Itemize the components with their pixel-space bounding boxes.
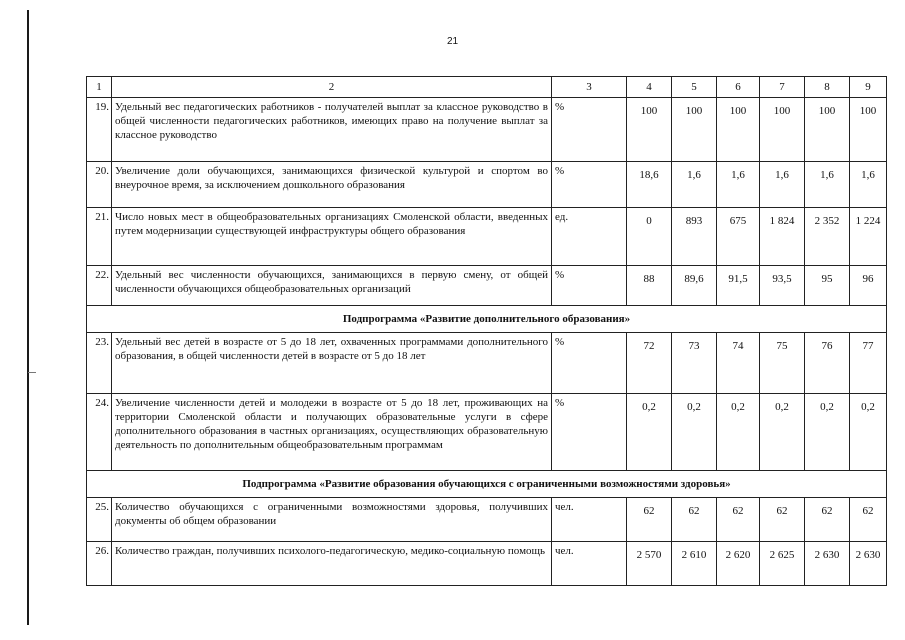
indicator-value: 0 bbox=[627, 208, 672, 266]
indicator-value: 100 bbox=[627, 98, 672, 162]
indicators-table bbox=[86, 76, 887, 586]
row-number: 25. bbox=[87, 498, 112, 542]
indicator-value: 100 bbox=[717, 98, 760, 162]
indicator-value: 0,2 bbox=[760, 394, 805, 471]
unit-of-measure: чел. bbox=[552, 542, 627, 586]
table-row bbox=[87, 208, 887, 266]
indicator-value: 74 bbox=[717, 333, 760, 394]
table-row bbox=[87, 266, 887, 306]
indicator-value: 0,2 bbox=[850, 394, 887, 471]
page-number: 21 bbox=[446, 36, 459, 47]
indicator-value: 75 bbox=[760, 333, 805, 394]
indicator-value: 91,5 bbox=[717, 266, 760, 306]
indicator-value: 93,5 bbox=[760, 266, 805, 306]
row-number: 19. bbox=[87, 98, 112, 162]
row-number: 22. bbox=[87, 266, 112, 306]
indicator-value: 1,6 bbox=[717, 162, 760, 208]
row-number: 21. bbox=[87, 208, 112, 266]
table-row bbox=[87, 98, 887, 162]
indicator-value: 88 bbox=[627, 266, 672, 306]
unit-of-measure: % bbox=[552, 162, 627, 208]
indicator-value: 1,6 bbox=[850, 162, 887, 208]
indicator-value: 62 bbox=[760, 498, 805, 542]
indicator-value: 2 630 bbox=[850, 542, 887, 586]
indicator-value: 1,6 bbox=[760, 162, 805, 208]
table-row bbox=[87, 542, 887, 586]
indicator-value: 2 625 bbox=[760, 542, 805, 586]
indicator-value: 77 bbox=[850, 333, 887, 394]
indicator-value: 1 224 bbox=[850, 208, 887, 266]
indicator-value: 62 bbox=[850, 498, 887, 542]
column-number-row bbox=[87, 77, 887, 98]
indicator-value: 2 570 bbox=[627, 542, 672, 586]
indicator-description: Удельный вес численности обучающихся, занимающихся в первую смену, от общей численности обучающихся общеобразовательных организаций bbox=[112, 266, 552, 306]
column-number: 6 bbox=[717, 77, 760, 98]
indicator-value: 100 bbox=[672, 98, 717, 162]
indicator-value: 2 620 bbox=[717, 542, 760, 586]
indicator-value: 2 352 bbox=[805, 208, 850, 266]
section-title: Подпрограмма «Развитие образования обучающихся с ограниченными возможностями здоровья» bbox=[87, 471, 887, 498]
unit-of-measure: % bbox=[552, 333, 627, 394]
indicator-value: 18,6 bbox=[627, 162, 672, 208]
indicator-value: 675 bbox=[717, 208, 760, 266]
unit-of-measure: % bbox=[552, 98, 627, 162]
indicator-description: Удельный вес детей в возрасте от 5 до 18 лет, охваченных программами дополнительного образования, в общей численности детей в возрасте от 5 до 18 лет bbox=[112, 333, 552, 394]
section-row bbox=[87, 306, 887, 333]
indicator-description: Увеличение доли обучающихся, занимающихся физической культурой и спортом во внеурочное время, за исключением дошкольного образования bbox=[112, 162, 552, 208]
indicator-value: 0,2 bbox=[805, 394, 850, 471]
scan-mark bbox=[28, 372, 36, 373]
indicator-value: 1 824 bbox=[760, 208, 805, 266]
column-number: 7 bbox=[760, 77, 805, 98]
column-number: 3 bbox=[552, 77, 627, 98]
column-number: 9 bbox=[850, 77, 887, 98]
table-row bbox=[87, 333, 887, 394]
unit-of-measure: ед. bbox=[552, 208, 627, 266]
indicator-value: 2 630 bbox=[805, 542, 850, 586]
indicator-value: 62 bbox=[627, 498, 672, 542]
indicator-value: 0,2 bbox=[627, 394, 672, 471]
column-number: 8 bbox=[805, 77, 850, 98]
indicator-value: 100 bbox=[850, 98, 887, 162]
indicator-description: Удельный вес педагогических работников - получателей выплат за классное руководство в общей численности педагогических работников, имеющих право на получение выплат за классное руководство bbox=[112, 98, 552, 162]
row-number: 20. bbox=[87, 162, 112, 208]
unit-of-measure: чел. bbox=[552, 498, 627, 542]
row-number: 23. bbox=[87, 333, 112, 394]
indicator-value: 1,6 bbox=[805, 162, 850, 208]
indicator-value: 62 bbox=[805, 498, 850, 542]
indicator-value: 95 bbox=[805, 266, 850, 306]
column-number: 1 bbox=[87, 77, 112, 98]
indicator-value: 893 bbox=[672, 208, 717, 266]
indicator-value: 1,6 bbox=[672, 162, 717, 208]
indicator-description: Число новых мест в общеобразовательных организациях Смоленской области, введенных путем модернизации существующей инфраструктуры общего образования bbox=[112, 208, 552, 266]
indicator-value: 89,6 bbox=[672, 266, 717, 306]
indicator-value: 0,2 bbox=[717, 394, 760, 471]
indicator-value: 62 bbox=[672, 498, 717, 542]
indicator-value: 96 bbox=[850, 266, 887, 306]
section-row bbox=[87, 471, 887, 498]
column-number: 5 bbox=[672, 77, 717, 98]
column-number: 2 bbox=[112, 77, 552, 98]
indicator-description: Количество граждан, получивших психолого-педагогическую, медико-социальную помощь bbox=[112, 542, 552, 586]
column-number: 4 bbox=[627, 77, 672, 98]
binding-edge-line bbox=[27, 10, 29, 625]
indicator-value: 62 bbox=[717, 498, 760, 542]
indicator-description: Количество обучающихся с ограниченными возможностями здоровья, получивших документы об общем образовании bbox=[112, 498, 552, 542]
table-row bbox=[87, 394, 887, 471]
indicator-value: 2 610 bbox=[672, 542, 717, 586]
table-row bbox=[87, 162, 887, 208]
indicator-value: 100 bbox=[805, 98, 850, 162]
indicator-value: 0,2 bbox=[672, 394, 717, 471]
indicator-value: 73 bbox=[672, 333, 717, 394]
row-number: 26. bbox=[87, 542, 112, 586]
indicator-value: 72 bbox=[627, 333, 672, 394]
indicator-value: 100 bbox=[760, 98, 805, 162]
section-title: Подпрограмма «Развитие дополнительного образования» bbox=[87, 306, 887, 333]
table-row bbox=[87, 498, 887, 542]
indicator-value: 76 bbox=[805, 333, 850, 394]
row-number: 24. bbox=[87, 394, 112, 471]
unit-of-measure: % bbox=[552, 266, 627, 306]
unit-of-measure: % bbox=[552, 394, 627, 471]
indicator-description: Увеличение численности детей и молодежи в возрасте от 5 до 18 лет, проживающих на территории Смоленской области и получающих образовательные услуги в сфере дополнительного образования в частных организациях, осуществляющих образовательную деятельность по дополнительным общеобразовательным программам bbox=[112, 394, 552, 471]
